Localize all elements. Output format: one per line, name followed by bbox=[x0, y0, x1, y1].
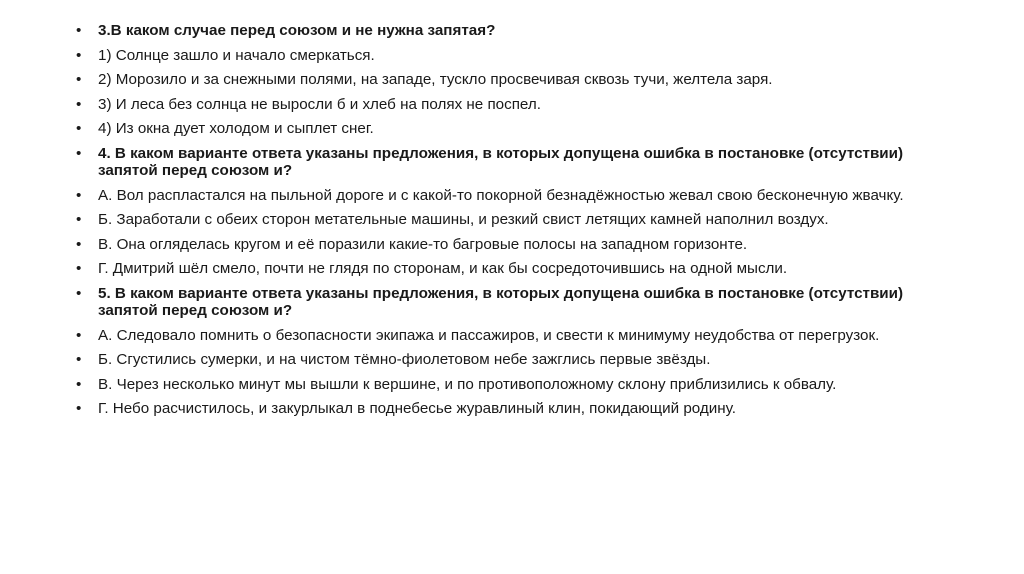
question-3-option-4 bbox=[76, 120, 956, 137]
bullet-dot: • bbox=[76, 22, 82, 39]
question-3-option-1 bbox=[76, 47, 956, 64]
question-4-option-b bbox=[76, 211, 956, 228]
bullet-dot: • bbox=[76, 95, 82, 113]
item-text: А. Следовало помнить о безопасности экипажа и пассажиров, и свести к минимуму неудобства от перегрузок. bbox=[98, 326, 880, 344]
item-text: 4. В каком варианте ответа указаны предложения, в которых допущена ошибка в постановке (отсутствии) запятой перед союзом и? bbox=[98, 144, 904, 179]
question-5-option-v bbox=[76, 376, 956, 393]
item-text: Г. Небо расчистилось, и закурлыкал в поднебесье журавлиный клин, покидающий родину. bbox=[98, 400, 736, 418]
bullet-dot: • bbox=[76, 120, 82, 138]
question-3-heading bbox=[76, 22, 956, 39]
question-3-option-3 bbox=[76, 96, 956, 113]
bullet-dot: • bbox=[76, 186, 82, 204]
bullet-dot: • bbox=[76, 326, 82, 344]
bullet-dot: • bbox=[76, 284, 82, 302]
question-5-option-a bbox=[76, 327, 956, 344]
item-text: 3.В каком случае перед союзом и не нужна запятая? bbox=[98, 22, 496, 39]
bullet-dot: • bbox=[76, 144, 82, 162]
question-5-option-b bbox=[76, 351, 956, 368]
bullet-dot: • bbox=[76, 400, 82, 418]
question-5-option-g bbox=[76, 400, 956, 417]
item-text: 4) Из окна дует холодом и сыплет снег. bbox=[98, 120, 374, 138]
bullet-dot: • bbox=[76, 71, 82, 89]
item-text: В. Через несколько минут мы вышли к вершине, и по противоположному склону приблизились к обвалу. bbox=[98, 375, 837, 393]
question-4-option-g bbox=[76, 260, 956, 277]
bullet-dot: • bbox=[76, 211, 82, 229]
bullet-dot: • bbox=[76, 375, 82, 393]
item-text: Г. Дмитрий шёл смело, почти не глядя по сторонам, и как бы сосредоточившись на одной мысли. bbox=[98, 260, 788, 278]
item-text: 5. В каком варианте ответа указаны предложения, в которых допущена ошибка в постановке (отсутствии) запятой перед союзом и? bbox=[98, 284, 904, 319]
item-text: 3) И леса без солнца не выросли б и хлеб на полях не поспел. bbox=[98, 95, 541, 113]
item-text: В. Она огляделась кругом и её поразили какие-то багровые полосы на западном горизонте. bbox=[98, 235, 748, 253]
question-4-heading bbox=[76, 145, 956, 179]
item-text: А. Вол распластался на пыльной дороге и с какой-то покорной безнадёжностью жевал свою бесконечную жвачку. bbox=[98, 186, 904, 204]
question-3-option-2 bbox=[76, 71, 956, 88]
bullet-dot: • bbox=[76, 235, 82, 253]
item-text: 2) Морозило и за снежными полями, на западе, тускло просвечивая сквозь тучи, желтела заря. bbox=[98, 71, 773, 89]
item-text: 1) Солнце зашло и начало смеркаться. bbox=[98, 46, 375, 64]
question-5-heading bbox=[76, 285, 956, 319]
bullet-dot: • bbox=[76, 351, 82, 369]
bullet-dot: • bbox=[76, 46, 82, 64]
bullet-dot: • bbox=[76, 260, 82, 278]
question-4-option-v bbox=[76, 236, 956, 253]
question-4-option-a bbox=[76, 187, 956, 204]
item-text: Б. Сгустились сумерки, и на чистом тёмно-фиолетовом небе зажглись первые звёзды. bbox=[98, 351, 711, 369]
bullet-list bbox=[76, 22, 956, 425]
item-text: Б. Заработали с обеих сторон метательные машины, и резкий свист летящих камней наполнил воздух. bbox=[98, 211, 829, 229]
